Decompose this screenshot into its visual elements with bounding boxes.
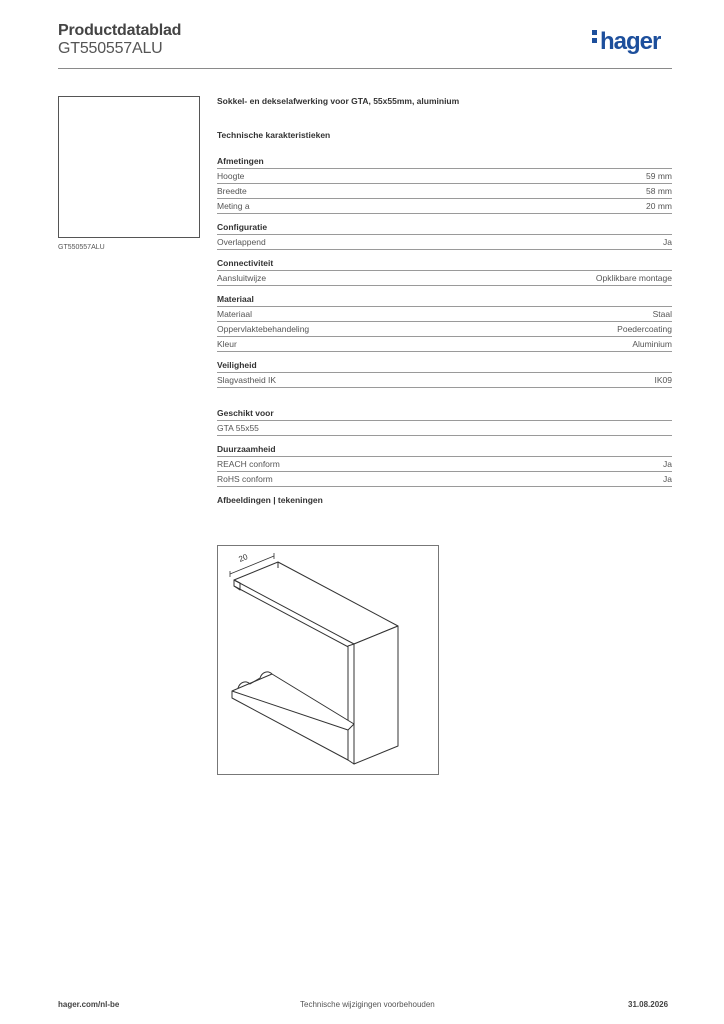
section-title: Configuratie xyxy=(217,222,672,235)
end-cap-drawing xyxy=(218,546,438,774)
spec-content xyxy=(217,96,672,505)
section-materiaal xyxy=(217,294,672,352)
spec-label: Oppervlaktebehandeling xyxy=(217,324,310,334)
logo-dots-icon xyxy=(592,30,598,46)
section-title: Connectiviteit xyxy=(217,258,672,271)
spec-row xyxy=(217,199,672,214)
spec-label: Materiaal xyxy=(217,309,252,319)
section-title: Afmetingen xyxy=(217,156,672,169)
technical-drawing xyxy=(217,545,439,775)
section-duurzaamheid xyxy=(217,444,672,487)
section-configuratie xyxy=(217,222,672,250)
spec-label: Kleur xyxy=(217,339,237,349)
spec-value: Ja xyxy=(663,237,672,247)
spec-row xyxy=(217,337,672,352)
section-title: Geschikt voor xyxy=(217,408,672,421)
spec-label: Meting a xyxy=(217,201,250,211)
spec-value: 59 mm xyxy=(646,171,672,181)
spec-row xyxy=(217,235,672,250)
spec-row xyxy=(217,184,672,199)
images-heading: Afbeeldingen | tekeningen xyxy=(217,495,323,505)
header-divider xyxy=(58,68,672,69)
spec-row xyxy=(217,421,672,436)
spec-label: Overlappend xyxy=(217,237,266,247)
page-title: Productdatablad xyxy=(58,22,182,39)
thumbnail-caption: GT550557ALU xyxy=(58,244,105,251)
spec-value: Poedercoating xyxy=(617,324,672,334)
spec-label: REACH conform xyxy=(217,459,280,469)
spec-label: Breedte xyxy=(217,186,247,196)
hager-logo[interactable] xyxy=(592,28,660,56)
spec-value: Ja xyxy=(663,459,672,469)
spec-row xyxy=(217,169,672,184)
spec-row xyxy=(217,322,672,337)
footer-website[interactable]: hager.com/nl-be xyxy=(58,1000,120,1009)
spec-row xyxy=(217,271,672,286)
section-title: Duurzaamheid xyxy=(217,444,672,457)
spec-value: 20 mm xyxy=(646,201,672,211)
section-connectiviteit xyxy=(217,258,672,286)
tech-heading: Technische karakteristieken xyxy=(217,130,331,140)
section-title: Veiligheid xyxy=(217,360,672,373)
spec-value: IK09 xyxy=(654,375,672,385)
spec-row xyxy=(217,472,672,487)
spec-value: Aluminium xyxy=(632,339,672,349)
product-code: GT550557ALU xyxy=(58,40,163,57)
spec-label: Slagvastheid IK xyxy=(217,375,277,385)
spec-value: Ja xyxy=(663,474,672,484)
product-thumbnail xyxy=(58,96,200,238)
section-afmetingen xyxy=(217,156,672,214)
spec-row xyxy=(217,373,672,388)
spec-label: Aansluitwijze xyxy=(217,273,267,283)
section-geschikt-voor xyxy=(217,408,672,436)
spec-value: Staal xyxy=(652,309,672,319)
spec-label: Hoogte xyxy=(217,171,245,181)
product-description: Sokkel- en dekselafwerking voor GTA, 55x55mm, aluminium xyxy=(217,96,460,106)
spec-label: RoHS conform xyxy=(217,474,273,484)
spec-row xyxy=(217,457,672,472)
spec-row xyxy=(217,307,672,322)
dimension-label: 20 xyxy=(237,552,250,564)
spec-label: GTA 55x55 xyxy=(217,423,259,433)
footer-date: 31.08.2026 xyxy=(628,1000,669,1009)
spec-value: Opklikbare montage xyxy=(595,273,672,283)
section-veiligheid xyxy=(217,360,672,388)
logo-text: hager xyxy=(600,28,661,55)
footer-notice: Technische wijzigingen voorbehouden xyxy=(300,1000,435,1009)
spec-value: 58 mm xyxy=(646,186,672,196)
section-title: Materiaal xyxy=(217,294,672,307)
